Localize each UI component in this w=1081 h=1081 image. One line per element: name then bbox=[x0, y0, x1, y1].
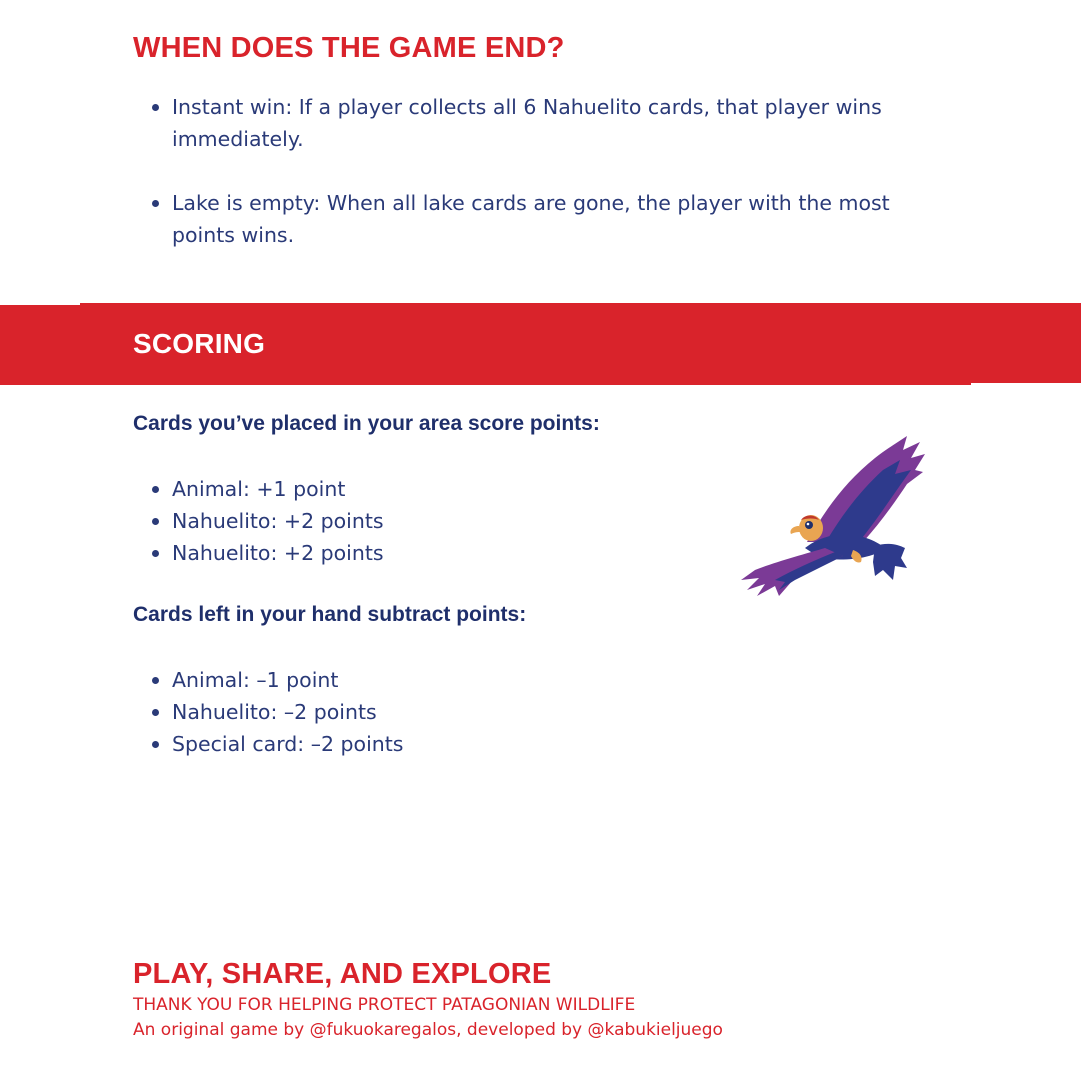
credits-line: An original game by @fukuokaregalos, developed by @kabukieljuego bbox=[133, 1020, 723, 1040]
bullet-icon bbox=[152, 709, 159, 716]
bullet-icon bbox=[152, 486, 159, 493]
list-item-text: Animal: +1 point bbox=[172, 477, 346, 501]
banner-edge bbox=[971, 383, 1081, 385]
list-item-text: Nahuelito: +2 points bbox=[172, 541, 384, 565]
list-item bbox=[150, 91, 910, 155]
list-item-text: Nahuelito: –2 points bbox=[172, 700, 377, 724]
list-item bbox=[150, 664, 404, 696]
footer-heading: PLAY, SHARE, AND EXPLORE bbox=[133, 958, 552, 990]
list-item bbox=[150, 696, 404, 728]
hand-cards-heading: Cards left in your hand subtract points: bbox=[133, 603, 527, 626]
placed-cards-list bbox=[150, 473, 384, 569]
bullet-icon bbox=[152, 550, 159, 557]
list-item-text: Special card: –2 points bbox=[172, 732, 404, 756]
bullet-icon bbox=[152, 677, 159, 684]
list-item bbox=[150, 473, 384, 505]
list-item-text: Nahuelito: +2 points bbox=[172, 509, 384, 533]
list-item-text: Instant win: If a player collects all 6 Nahuelito cards, that player wins immediately. bbox=[172, 95, 882, 151]
hand-cards-list bbox=[150, 664, 404, 760]
banner-edge bbox=[0, 303, 80, 305]
bullet-icon bbox=[152, 518, 159, 525]
bullet-icon bbox=[152, 741, 159, 748]
game-end-list bbox=[150, 91, 910, 251]
scoring-heading: SCORING bbox=[133, 328, 266, 359]
list-item bbox=[150, 505, 384, 537]
list-item-text: Animal: –1 point bbox=[172, 668, 339, 692]
bullet-icon bbox=[152, 200, 159, 207]
list-item bbox=[150, 728, 404, 760]
condor-icon bbox=[735, 430, 930, 605]
list-item bbox=[150, 187, 910, 251]
placed-cards-heading: Cards you’ve placed in your area score points: bbox=[133, 412, 600, 435]
bullet-icon bbox=[152, 104, 159, 111]
game-end-heading: WHEN DOES THE GAME END? bbox=[133, 32, 565, 64]
thanks-line: THANK YOU FOR HELPING PROTECT PATAGONIAN WILDLIFE bbox=[133, 995, 636, 1015]
list-item bbox=[150, 537, 384, 569]
list-item-text: Lake is empty: When all lake cards are gone, the player with the most points wins. bbox=[172, 191, 890, 247]
